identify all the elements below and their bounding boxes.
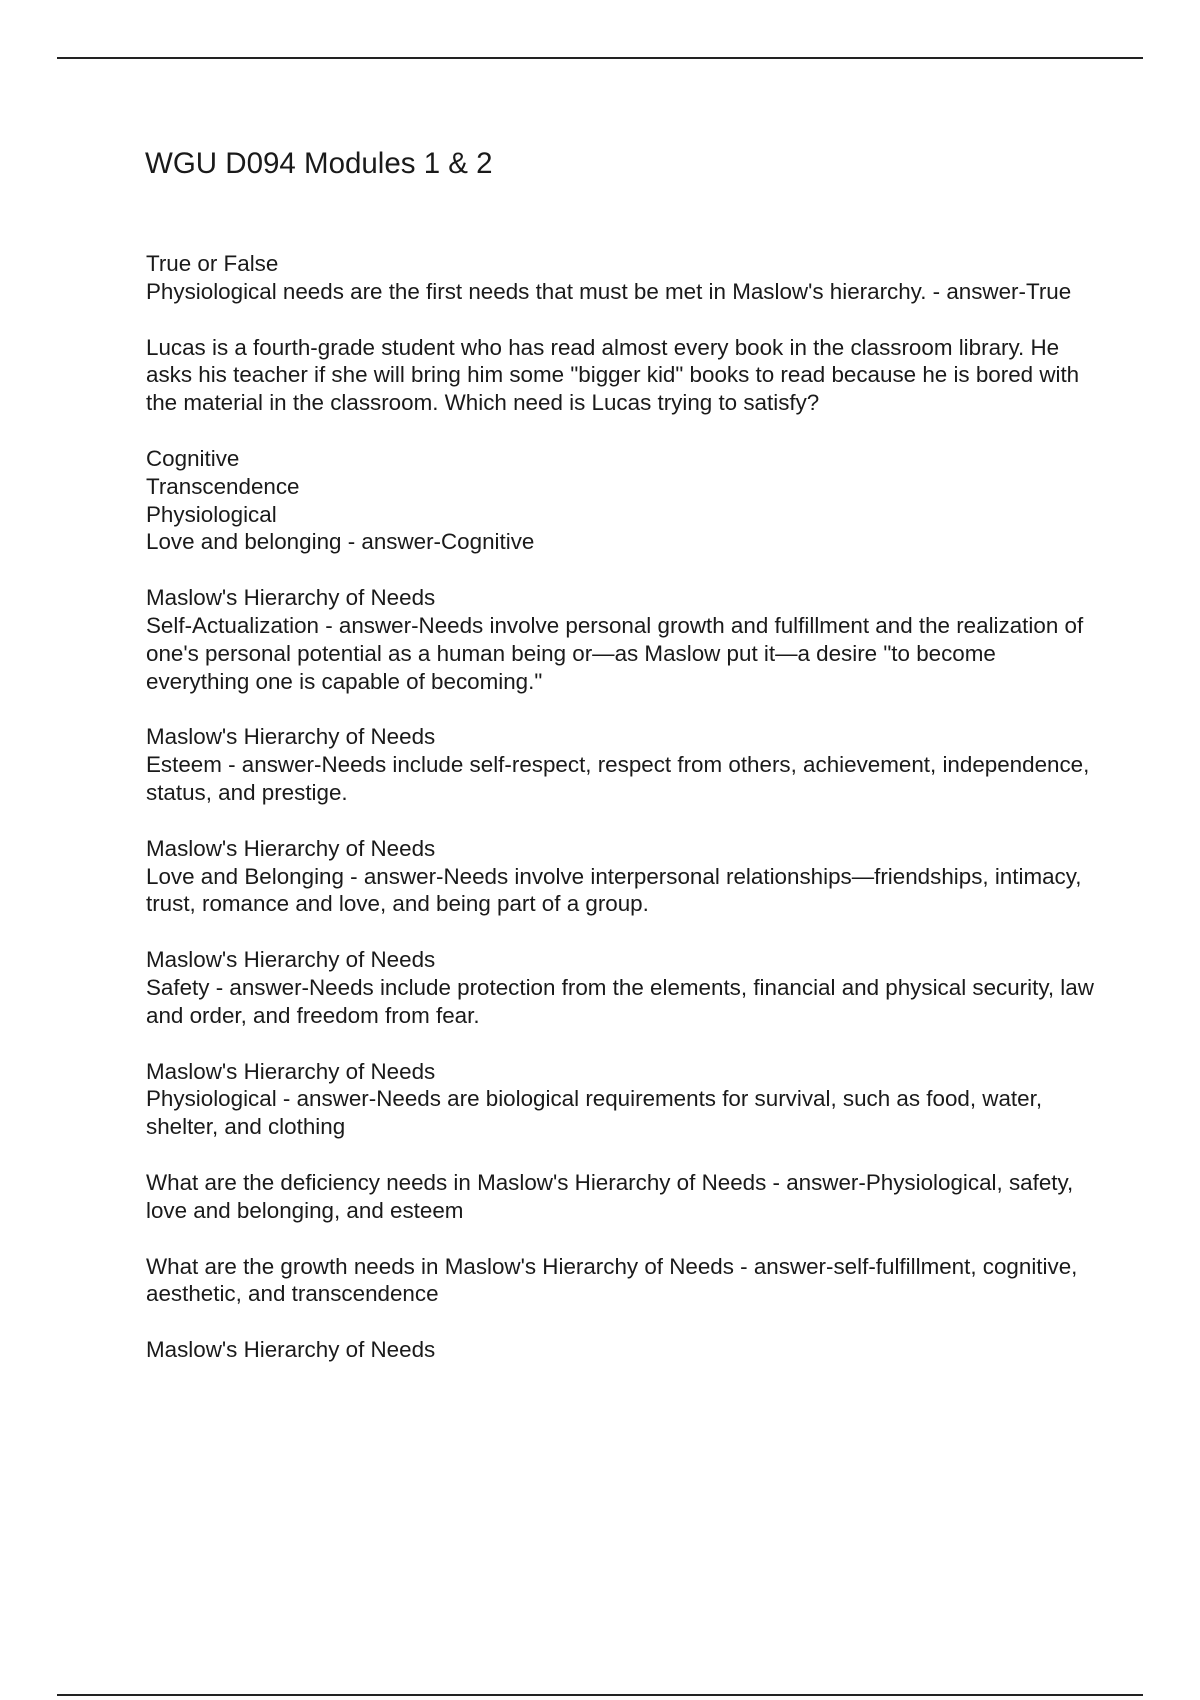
text-line: Love and Belonging - answer-Needs involve interpersonal relationships—friendships, intimacy, trust, romance and love, and being part of a group. <box>146 863 1088 917</box>
qa-block <box>146 1336 1096 1364</box>
text-line: Safety - answer-Needs include protection from the elements, financial and physical security, law and order, and freedom from fear. <box>146 974 1101 1028</box>
document-title: WGU D094 Modules 1 & 2 <box>145 147 493 180</box>
text-line: Maslow's Hierarchy of Needs <box>146 1058 436 1084</box>
footer-rule <box>57 1694 1143 1696</box>
qa-block <box>146 1169 1096 1225</box>
qa-block <box>146 835 1096 918</box>
qa-block <box>146 946 1101 1029</box>
text-line: Cognitive <box>146 445 240 471</box>
qa-block <box>146 723 1096 806</box>
text-line: Maslow's Hierarchy of Needs <box>146 1337 436 1363</box>
text-line: Physiological needs are the first needs that must be met in Maslow's hierarchy. - answer-True <box>146 278 1072 304</box>
text-line: Lucas is a fourth-grade student who has read almost every book in the classroom library. He asks his teacher if she will bring him some "bigger kid" books to read because he is bored with the material in the classroom. Which need is Lucas trying to satisfy? <box>146 334 1086 416</box>
text-line: Physiological - answer-Needs are biological requirements for survival, such as food, water, shelter, and clothing <box>146 1086 1049 1140</box>
header-rule <box>57 57 1143 59</box>
text-line: Physiological <box>146 501 277 527</box>
text-line: Love and belonging - answer-Cognitive <box>146 529 535 555</box>
text-line: True or False <box>146 251 279 276</box>
qa-block <box>146 1253 1096 1309</box>
qa-block <box>146 1058 1096 1141</box>
text-line: Transcendence <box>146 473 300 499</box>
text-line: What are the deficiency needs in Maslow's Hierarchy of Needs - answer-Physiological, safety, love and belonging, and esteem <box>146 1169 1080 1223</box>
text-line: Maslow's Hierarchy of Needs <box>146 947 436 973</box>
text-line: What are the growth needs in Maslow's Hierarchy of Needs - answer-self-fulfillment, cognitive, aesthetic, and transcendence <box>146 1253 1084 1307</box>
qa-block <box>146 250 1096 306</box>
text-line: Maslow's Hierarchy of Needs <box>146 585 436 611</box>
qa-block <box>146 445 1096 556</box>
text-line: Maslow's Hierarchy of Needs <box>146 724 436 750</box>
qa-block <box>146 584 1096 695</box>
document-body <box>146 250 1101 1392</box>
qa-block <box>146 334 1096 417</box>
text-line: Esteem - answer-Needs include self-respect, respect from others, achievement, independence, status, and prestige. <box>146 752 1096 805</box>
text-line: Maslow's Hierarchy of Needs <box>146 835 436 861</box>
text-line: Self-Actualization - answer-Needs involve personal growth and fulfillment and the realization of one's personal potential as a human being or—as Maslow put it—a desire "to become everything one is capable of becoming." <box>146 612 1090 694</box>
